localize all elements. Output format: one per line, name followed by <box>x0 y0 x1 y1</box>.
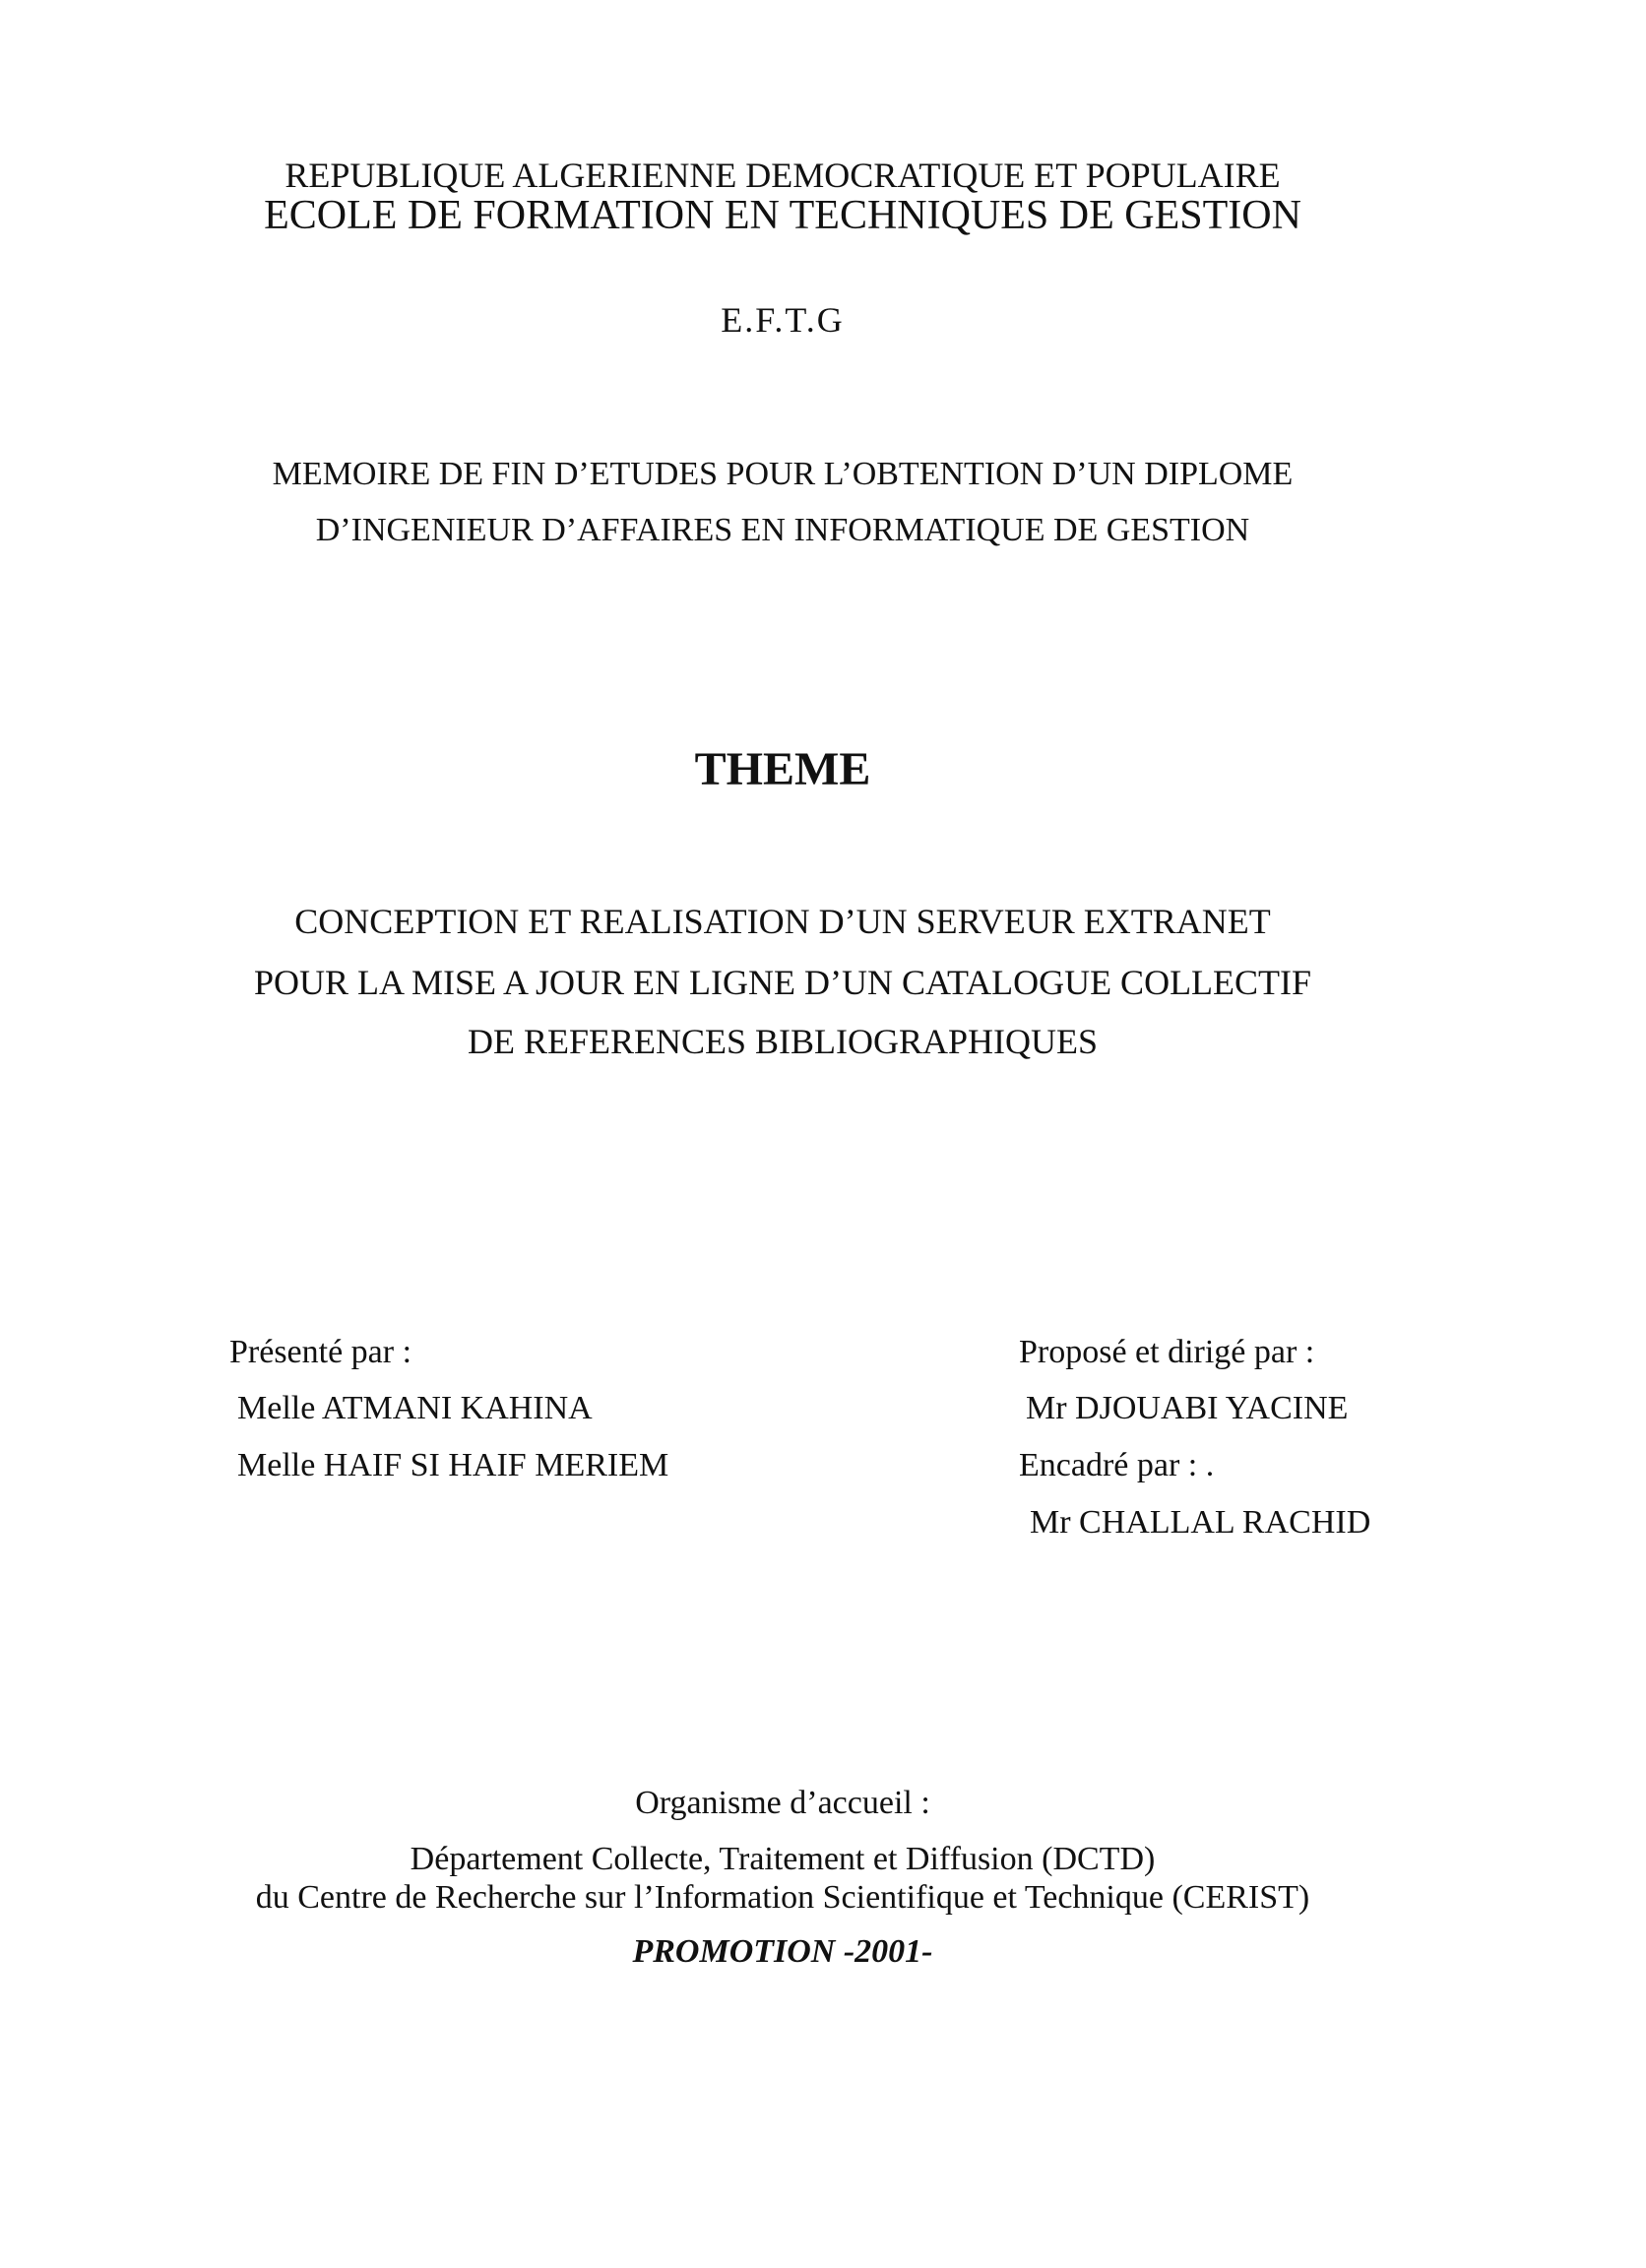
student-name: Melle ATMANI KAHINA <box>237 1390 593 1426</box>
supervised-by-label: Encadré par : . <box>1019 1447 1215 1483</box>
host-organization-label: Organisme d’accueil : <box>635 1785 930 1821</box>
presented-by-label: Présenté par : <box>229 1334 412 1370</box>
theme-title: THEME <box>694 743 871 795</box>
proposed-by-label: Proposé et dirigé par : <box>1019 1334 1315 1370</box>
school-heading: ECOLE DE FORMATION EN TECHNIQUES DE GESTION <box>264 193 1301 238</box>
host-organization-line-2: du Centre de Recherche sur l’Information Scientifique et Technique (CERIST) <box>255 1879 1310 1916</box>
student-name: Melle HAIF SI HAIF MERIEM <box>237 1447 669 1483</box>
director-name: Mr DJOUABI YACINE <box>1026 1390 1349 1426</box>
theme-line-2: POUR LA MISE A JOUR EN LIGNE D’UN CATALOGUE COLLECTIF <box>253 963 1312 1002</box>
republic-heading: REPUBLIQUE ALGERIENNE DEMOCRATIQUE ET POPULAIRE <box>285 156 1281 195</box>
promotion-year: PROMOTION -2001- <box>632 1933 933 1970</box>
theme-line-1: CONCEPTION ET REALISATION D’UN SERVEUR EXTRANET <box>294 902 1271 941</box>
host-organization-line-1: Département Collecte, Traitement et Diffusion (DCTD) <box>410 1841 1156 1877</box>
theme-line-3: DE REFERENCES BIBLIOGRAPHIQUES <box>467 1022 1099 1061</box>
school-acronym: E.F.T.G <box>721 300 845 340</box>
memoire-line-2: D’INGENIEUR D’AFFAIRES EN INFORMATIQUE DE GESTION <box>315 512 1250 548</box>
memoire-line-1: MEMOIRE DE FIN D’ETUDES POUR L’OBTENTION D’UN DIPLOME <box>272 456 1294 492</box>
supervisor-name: Mr CHALLAL RACHID <box>1030 1504 1371 1541</box>
